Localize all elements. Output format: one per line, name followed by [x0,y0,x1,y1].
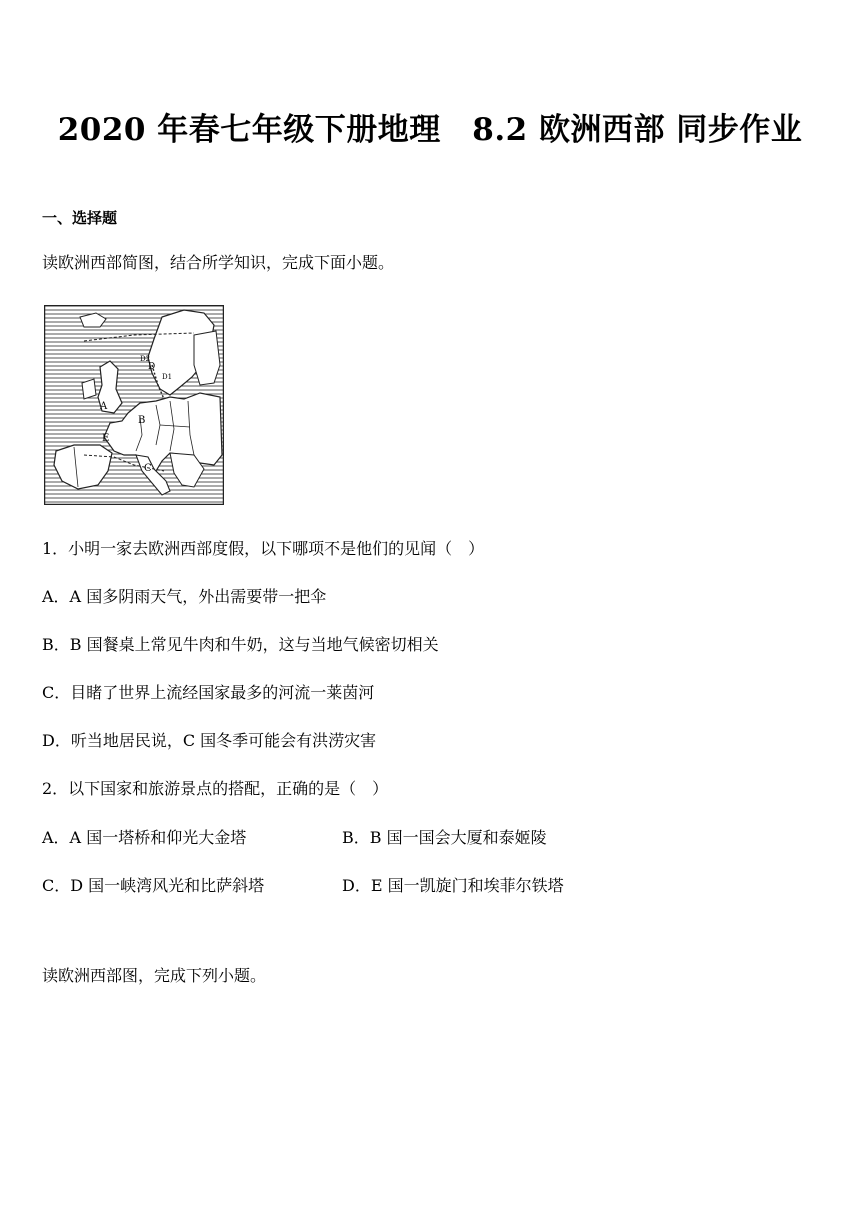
intro-text-1: 读欧洲西部简图，结合所学知识，完成下面小题。 [42,253,395,272]
question-2-option-d[interactable]: D．E 国一凯旋门和埃菲尔铁塔 [342,876,564,895]
map-label-b: B [138,415,146,426]
question-2-option-b[interactable]: B．B 国一国会大厦和泰姬陵 [342,828,547,847]
question-2-stem: 2．以下国家和旅游景点的搭配，正确的是（ ） [42,779,389,798]
question-2-option-a[interactable]: A．A 国一塔桥和仰光大金塔 [42,828,247,847]
map-label-d: D [148,362,156,372]
intro-text-2: 读欧洲西部图，完成下列小题。 [42,966,267,985]
map-label-a: A [100,401,108,412]
section-heading: 一、选择题 [42,209,118,227]
page-title: 2020 年春七年级下册地理 8.2 欧洲西部 同步作业 [57,112,803,148]
question-1-option-a[interactable]: A．A 国多阴雨天气，外出需要带一把伞 [42,587,327,606]
map-label-d2: D2 [140,355,151,363]
map-label-d1: D1 [162,373,173,381]
question-1-stem: 1．小明一家去欧洲西部度假，以下哪项不是他们的见闻（ ） [42,539,485,558]
question-1-option-d[interactable]: D．听当地居民说，C 国冬季可能会有洪涝灾害 [42,731,377,750]
map-label-c: C [144,463,152,474]
europe-west-map [44,305,224,505]
question-1-option-c[interactable]: C．目睹了世界上流经国家最多的河流一莱茵河 [42,683,375,702]
map-label-e: E [102,433,110,444]
question-2-option-c[interactable]: C．D 国一峡湾风光和比萨斜塔 [42,876,265,895]
question-1-option-b[interactable]: B．B 国餐桌上常见牛肉和牛奶，这与当地气候密切相关 [42,635,439,654]
